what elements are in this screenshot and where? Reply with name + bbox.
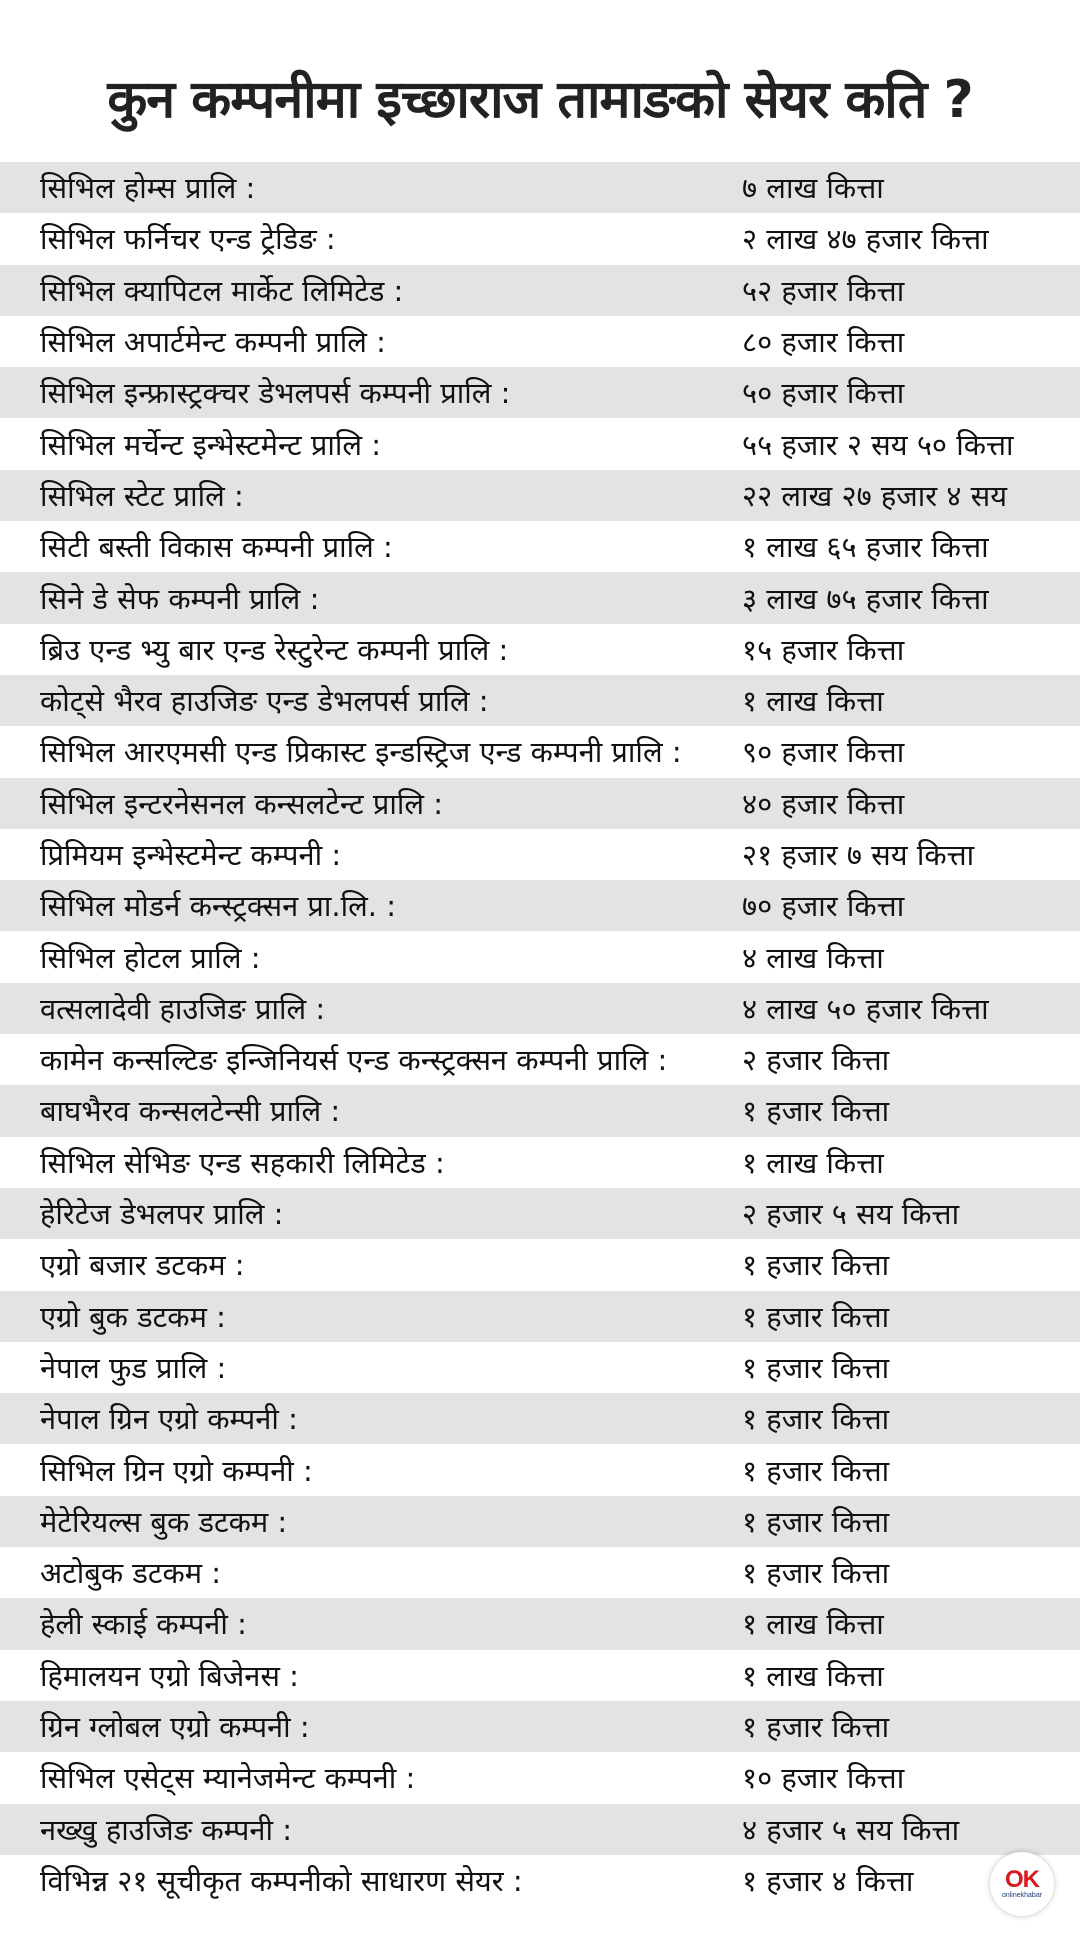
company-name: वत्सलादेवी हाउजिङ प्रालि : <box>40 991 326 1026</box>
table-row <box>0 1137 1080 1188</box>
table-row <box>0 983 1080 1034</box>
company-name: अटोबुक डटकम : <box>40 1556 222 1591</box>
share-count: १ हजार कित्ता <box>742 1094 890 1129</box>
table-row <box>0 1393 1080 1444</box>
logo-mark: OK <box>1005 1866 1039 1893</box>
company-name: सिभिल अपार्टमेन्ट कम्पनी प्रालि : <box>40 325 386 360</box>
logo-subtext: onlinekhabar <box>1001 1892 1043 1899</box>
table-row <box>0 1752 1080 1803</box>
table-row <box>0 675 1080 726</box>
company-name: सिने डे सेफ कम्पनी प्रालि : <box>40 581 320 616</box>
table-row <box>0 1034 1080 1085</box>
onlinekhabar-logo <box>990 1852 1054 1916</box>
company-name: सिभिल आरएमसी एन्ड प्रिकास्ट इन्डस्ट्रिज एन्ड कम्पनी प्रालि : <box>40 735 682 770</box>
company-name: कोट्से भैरव हाउजिङ एन्ड डेभलपर्स प्रालि : <box>40 684 489 719</box>
share-count: ४ लाख कित्ता <box>742 940 884 975</box>
table-row <box>0 880 1080 931</box>
table-row <box>0 1342 1080 1393</box>
company-name: मेटेरियल्स बुक डटकम : <box>40 1504 288 1539</box>
share-count: ३ लाख ७५ हजार कित्ता <box>742 581 989 616</box>
company-name: एग्रो बुक डटकम : <box>40 1299 226 1334</box>
share-count: १ हजार ४ कित्ता <box>742 1863 914 1898</box>
share-count: १ लाख कित्ता <box>742 1145 884 1180</box>
company-name: ब्रिउ एन्ड भ्यु बार एन्ड रेस्टुरेन्ट कम्पनी प्रालि : <box>40 632 509 667</box>
company-name: सिभिल इन्टरनेसनल कन्सलटेन्ट प्रालि : <box>40 786 443 821</box>
share-count: १ लाख ६५ हजार कित्ता <box>742 530 989 565</box>
company-name: सिभिल क्यापिटल मार्केट लिमिटेड : <box>40 273 404 308</box>
share-count: ५० हजार कित्ता <box>742 376 905 411</box>
share-count: ४ लाख ५० हजार कित्ता <box>742 991 989 1026</box>
share-count: १ हजार कित्ता <box>742 1350 890 1385</box>
table-row <box>0 1650 1080 1701</box>
company-name: सिभिल होटल प्रालि : <box>40 940 261 975</box>
table-row <box>0 1598 1080 1649</box>
company-name: नेपाल ग्रिन एग्रो कम्पनी : <box>40 1402 298 1437</box>
share-table <box>0 162 1080 1906</box>
share-count: २ हजार कित्ता <box>742 1043 890 1078</box>
table-row <box>0 213 1080 264</box>
table-row <box>0 572 1080 623</box>
share-count: ५२ हजार कित्ता <box>742 273 905 308</box>
table-row <box>0 1444 1080 1495</box>
company-name: सिभिल एसेट्स म्यानेजमेन्ट कम्पनी : <box>40 1761 416 1796</box>
share-count: १ हजार कित्ता <box>742 1402 890 1437</box>
share-count: २ हजार ५ सय कित्ता <box>742 1197 960 1232</box>
table-row <box>0 1547 1080 1598</box>
share-count: २२ लाख २७ हजार ४ सय <box>742 478 1008 513</box>
share-count: ७० हजार कित्ता <box>742 889 905 924</box>
share-count: ५५ हजार २ सय ५० कित्ता <box>742 427 1014 462</box>
table-row <box>0 1188 1080 1239</box>
company-name: हिमालयन एग्रो बिजेनस : <box>40 1658 299 1693</box>
company-name: नख्खु हाउजिङ कम्पनी : <box>40 1812 292 1847</box>
share-count: २१ हजार ७ सय कित्ता <box>742 838 975 872</box>
table-row <box>0 418 1080 469</box>
company-name: हेरिटेज डेभलपर प्रालि : <box>40 1197 284 1232</box>
table-row <box>0 470 1080 521</box>
company-name: सिभिल सेभिङ एन्ड सहकारी लिमिटेड : <box>40 1145 445 1180</box>
company-name: नेपाल फुड प्रालि : <box>40 1350 227 1385</box>
company-name: सिभिल होम्स प्रालि : <box>40 171 256 206</box>
share-count: १ हजार कित्ता <box>742 1556 890 1591</box>
share-count: १ लाख कित्ता <box>742 1658 884 1693</box>
share-count: १ हजार कित्ता <box>742 1453 890 1488</box>
company-name: सिभिल फर्निचर एन्ड ट्रेडिङ : <box>40 222 336 257</box>
share-count: ७ लाख कित्ता <box>742 171 884 206</box>
table-row <box>0 1855 1080 1906</box>
company-name: प्रिमियम इन्भेस्टमेन्ट कम्पनी : <box>40 838 342 872</box>
company-name: सिभिल स्टेट प्रालि : <box>40 478 244 513</box>
company-name: सिभिल मोडर्न कन्स्ट्रक्सन प्रा.लि. : <box>40 889 397 924</box>
table-row <box>0 778 1080 829</box>
company-name: ग्रिन ग्लोबल एग्रो कम्पनी : <box>40 1710 310 1745</box>
company-name: विभिन्न २१ सूचीकृत कम्पनीको साधारण सेयर : <box>40 1863 523 1898</box>
table-row <box>0 521 1080 572</box>
table-row <box>0 367 1080 418</box>
share-count: १ लाख कित्ता <box>742 1607 884 1642</box>
share-count: ८० हजार कित्ता <box>742 325 905 360</box>
page-title: कुन कम्पनीमा इच्छाराज तामाङको सेयर कति ? <box>107 70 973 130</box>
share-count: १ हजार कित्ता <box>742 1299 890 1334</box>
share-count: ४ हजार ५ सय कित्ता <box>742 1812 960 1847</box>
share-count: १५ हजार कित्ता <box>742 632 905 667</box>
table-row <box>0 726 1080 777</box>
company-name: एग्रो बजार डटकम : <box>40 1248 245 1283</box>
company-name: सिभिल ग्रिन एग्रो कम्पनी : <box>40 1453 313 1488</box>
share-count: १ हजार कित्ता <box>742 1248 890 1283</box>
table-row <box>0 1804 1080 1855</box>
table-row <box>0 1496 1080 1547</box>
company-name: सिभिल मर्चेन्ट इन्भेस्टमेन्ट प्रालि : <box>40 427 382 462</box>
table-row <box>0 316 1080 367</box>
share-count: २ लाख ४७ हजार कित्ता <box>742 222 989 257</box>
table-row <box>0 931 1080 982</box>
table-row <box>0 1239 1080 1290</box>
table-row <box>0 162 1080 213</box>
company-name: कामेन कन्सल्टिङ इन्जिनियर्स एन्ड कन्स्ट्रक्सन कम्पनी प्रालि : <box>40 1043 668 1078</box>
company-name: हेली स्काई कम्पनी : <box>40 1607 247 1642</box>
share-count: ९० हजार कित्ता <box>742 735 905 770</box>
share-count: १० हजार कित्ता <box>742 1761 905 1796</box>
share-count: १ हजार कित्ता <box>742 1504 890 1539</box>
company-name: सिटी बस्ती विकास कम्पनी प्रालि : <box>40 530 393 565</box>
table-row <box>0 265 1080 316</box>
table-row <box>0 624 1080 675</box>
share-count: १ हजार कित्ता <box>742 1710 890 1745</box>
share-count: १ लाख कित्ता <box>742 684 884 719</box>
table-row <box>0 1291 1080 1342</box>
share-count: ४० हजार कित्ता <box>742 786 905 821</box>
table-row <box>0 1701 1080 1752</box>
company-name: बाघभैरव कन्सलटेन्सी प्रालि : <box>40 1094 341 1129</box>
company-name: सिभिल इन्फ्रास्ट्रक्चर डेभलपर्स कम्पनी प्रालि : <box>40 376 511 411</box>
table-row <box>0 1085 1080 1136</box>
table-row <box>0 829 1080 880</box>
